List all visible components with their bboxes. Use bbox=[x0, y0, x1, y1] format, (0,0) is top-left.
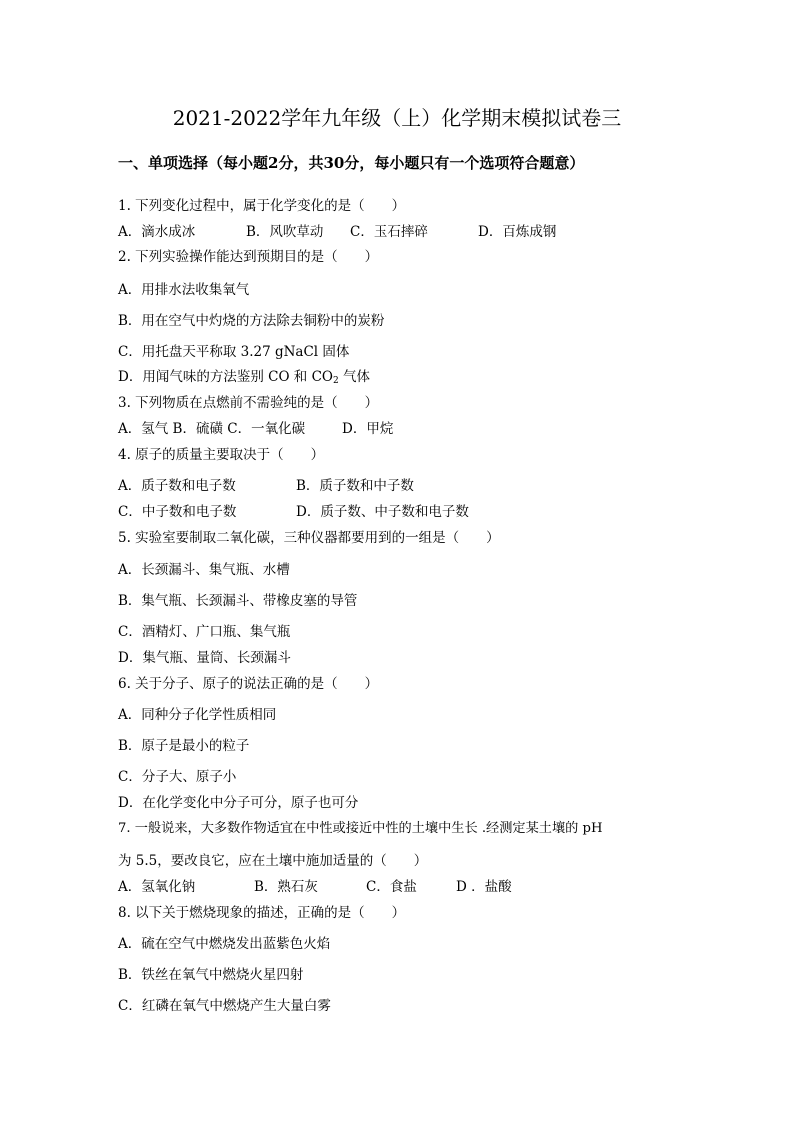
q2-option-d-text: D．用闻气味的方法鉴别 CO 和 CO bbox=[118, 369, 333, 385]
question-7-stem-line2: 为 5.5，要改良它，应在土壤中施加适量的（ ） bbox=[118, 853, 428, 869]
q5-option-b: B．集气瓶、长颈漏斗、带橡皮塞的导管 bbox=[118, 593, 358, 609]
q7-option-d: D ．盐酸 bbox=[456, 879, 512, 895]
q6-option-c: C．分子大、原子小 bbox=[118, 769, 237, 785]
q8-option-c: C．红磷在氧气中燃烧产生大量白雾 bbox=[118, 998, 331, 1014]
q1-option-a: A．滴水成冰 bbox=[118, 224, 196, 240]
section-heading: 一、单项选择（每小题2分，共30分，每小题只有一个选项符合题意） bbox=[118, 154, 585, 172]
q8-option-b: B．铁丝在氧气中燃烧火星四射 bbox=[118, 967, 304, 983]
q4-option-b: B．质子数和中子数 bbox=[296, 478, 414, 494]
question-3-stem: 3. 下列物质在点燃前不需验纯的是（ ） bbox=[118, 395, 379, 411]
question-7-stem-line1: 7. 一般说来，大多数作物适宜在中性或接近中性的土壤中生长 .经测定某土壤的 pH bbox=[118, 821, 603, 836]
q2-option-d-subscript: 2 bbox=[333, 376, 339, 386]
question-6-stem: 6. 关于分子、原子的说法正确的是（ ） bbox=[118, 676, 379, 692]
q2-option-d bbox=[118, 367, 370, 387]
q4-option-a: A．质子数和电子数 bbox=[118, 478, 236, 494]
q7-option-b: B．熟石灰 bbox=[254, 879, 318, 895]
q2-option-a: A．用排水法收集氧气 bbox=[118, 282, 250, 298]
question-7-options bbox=[118, 877, 512, 897]
page-title: 2021-2022学年九年级（上）化学期末模拟试卷三 bbox=[172, 106, 622, 130]
q5-option-d: D．集气瓶、量筒、长颈漏斗 bbox=[118, 650, 291, 666]
q1-option-d: D．百炼成钢 bbox=[478, 224, 557, 240]
question-2-stem: 2. 下列实验操作能达到预期目的是（ ） bbox=[118, 249, 379, 265]
q2-option-c: C．用托盘天平称取 3.27 gNaCl 固体 bbox=[118, 344, 350, 360]
q7-option-c: C．食盐 bbox=[366, 879, 417, 895]
q3-option-d: D．甲烷 bbox=[342, 421, 394, 437]
question-1-stem: 1. 下列变化过程中，属于化学变化的是（ ） bbox=[118, 198, 406, 214]
question-5-stem: 5. 实验室要制取二氧化碳，三种仪器都要用到的一组是（ ） bbox=[118, 530, 500, 546]
q6-option-b: B．原子是最小的粒子 bbox=[118, 738, 250, 754]
q2-option-d-suffix: 气体 bbox=[338, 369, 371, 385]
q7-option-a: A．氢氧化钠 bbox=[118, 879, 196, 895]
q5-option-a: A．长颈漏斗、集气瓶、水槽 bbox=[118, 562, 290, 578]
q2-option-b: B．用在空气中灼烧的方法除去铜粉中的炭粉 bbox=[118, 313, 385, 329]
q1-option-c: C．玉石摔碎 bbox=[350, 224, 428, 240]
q1-option-b: B．风吹草动 bbox=[246, 224, 324, 240]
question-4-stem: 4. 原子的质量主要取决于（ ） bbox=[118, 447, 325, 463]
question-4-options-row1 bbox=[118, 476, 414, 496]
question-8-stem: 8. 以下关于燃烧现象的描述，正确的是（ ） bbox=[118, 905, 406, 921]
q5-option-c: C．酒精灯、广口瓶、集气瓶 bbox=[118, 624, 291, 640]
q4-option-c: C．中子数和电子数 bbox=[118, 504, 237, 520]
q8-option-a: A．硫在空气中燃烧发出蓝紫色火焰 bbox=[118, 936, 331, 952]
q6-option-d: D．在化学变化中分子可分，原子也可分 bbox=[118, 795, 359, 811]
question-3-options bbox=[118, 419, 394, 439]
question-1-options bbox=[118, 222, 557, 242]
question-4-options-row2 bbox=[118, 502, 469, 522]
q6-option-a: A．同种分子化学性质相同 bbox=[118, 707, 277, 723]
q4-option-d: D．质子数、中子数和电子数 bbox=[296, 504, 469, 520]
q3-option-abc: A．氢气 B．硫磺 C．一氧化碳 bbox=[118, 421, 306, 437]
